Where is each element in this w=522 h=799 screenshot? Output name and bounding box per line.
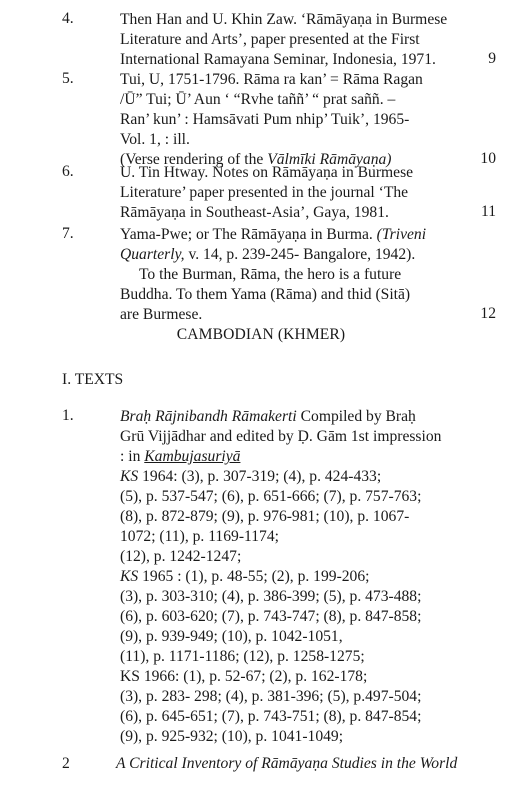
page-reference: 10 bbox=[480, 150, 496, 167]
subsection-heading: I. TEXTS bbox=[62, 371, 124, 388]
entry-number: 5. bbox=[62, 70, 74, 87]
entry-line: (6), p. 645-651; (7), p. 743-751; (8), p. 847-854; bbox=[120, 708, 422, 725]
entry-text: Yama-Pwe; or The Rāmāyaṇa in Burma. bbox=[120, 226, 377, 243]
entry-line: Tui, U, 1751-1796. Rāma ra kan’ = Rāma Ragan bbox=[120, 71, 423, 88]
entry-number: 4. bbox=[62, 10, 74, 27]
entry-text: v. 14, p. 239-245- Bangalore, 1942). bbox=[184, 246, 416, 263]
note-prefix: (Verse rendering of the bbox=[120, 151, 268, 168]
section-heading: CAMBODIAN (KHMER) bbox=[176, 326, 346, 343]
entry-line: International Ramayana Seminar, Indonesia, 1971. bbox=[120, 51, 436, 68]
entry-text: 1964: (3), p. 307-319; (4), p. 424-433; bbox=[138, 468, 382, 485]
entry-text: Compiled by Braḥ bbox=[296, 408, 416, 425]
entry-line: (8), p. 872-879; (9), p. 976-981; (10), p. 1067- bbox=[120, 508, 410, 525]
entry-line: /Ū” Tui; Ū’ Aun ‘ “Rvhe taññ’ “ prat saññ. – bbox=[120, 91, 396, 108]
entry-line: (9), p. 925-932; (10), p. 1041-1049; bbox=[120, 728, 344, 745]
page-reference: 12 bbox=[480, 305, 496, 322]
entry-line: 1072; (11), p. 1169-1174; bbox=[120, 528, 279, 545]
entry-line: (9), p. 939-949; (10), p. 1042-1051, bbox=[120, 628, 343, 645]
entry-line: (3), p. 283- 298; (4), p. 381-396; (5), p.497-504; bbox=[120, 688, 422, 705]
entry-line: Literature and Arts’, paper presented at the First bbox=[120, 31, 420, 48]
entry-number: 1. bbox=[62, 407, 74, 424]
journal-abbrev: KS bbox=[120, 468, 139, 485]
entry-line: (11), p. 1171-1186; (12), p. 1258-1275; bbox=[120, 648, 365, 665]
entry-line: KS 1966: (1), p. 52-67; (2), p. 162-178; bbox=[120, 668, 368, 685]
entry-text: 1965 : (1), p. 48-55; (2), p. 199-206; bbox=[138, 568, 370, 585]
entry-line: (6), p. 603-620; (7), p. 743-747; (8), p. 847-858; bbox=[120, 608, 422, 625]
entry-line: To the Burman, Rāma, the hero is a future bbox=[139, 266, 402, 283]
journal-title: Kambujasuriyā bbox=[144, 448, 241, 465]
footer-running-title: A Critical Inventory of Rāmāyaṇa Studies in the World bbox=[116, 755, 458, 772]
entry-line: Buddha. To them Yama (Rāma) and thid (Sitā) bbox=[120, 286, 411, 303]
page-reference: 11 bbox=[480, 203, 496, 220]
journal-title: (Triveni bbox=[376, 226, 427, 243]
entry-text: : in bbox=[120, 448, 145, 465]
entry-line bbox=[120, 407, 416, 427]
entry-line: (3), p. 303-310; (4), p. 386-399; (5), p. 473-488; bbox=[120, 588, 422, 605]
entry-line: Ran’ kun’ : Hamsāvati Pum nhip’ Tuik’, 1965- bbox=[120, 111, 410, 128]
entry-line bbox=[120, 447, 240, 467]
entry-line: Grū Vijjādhar and edited by Ḍ. Gām 1st impression bbox=[120, 428, 442, 445]
note-title: Vālmīki Rāmāyaṇa) bbox=[267, 151, 392, 168]
entry-line: (5), p. 537-547; (6), p. 651-666; (7), p. 757-763; bbox=[120, 488, 422, 505]
entry-line bbox=[120, 225, 426, 245]
entry-line: Rāmāyaṇa in Southeast-Asia’, Gaya, 1981. bbox=[120, 204, 389, 221]
entry-line bbox=[120, 467, 381, 487]
entry-line: Literature’ paper presented in the journal ‘The bbox=[120, 184, 409, 201]
entry-line: Vol. 1, : ill. bbox=[120, 131, 190, 148]
entry-line bbox=[120, 245, 415, 265]
journal-title: Quarterly, bbox=[120, 246, 185, 263]
entry-line: U. Tin Htway. Notes on Rāmāyaṇa in Burmese bbox=[120, 164, 414, 181]
journal-abbrev: KS bbox=[120, 568, 139, 585]
entry-number: 6. bbox=[62, 163, 74, 180]
page-reference: 9 bbox=[488, 50, 496, 67]
entry-line: Then Han and U. Khin Zaw. ‘Rāmāyaṇa in Burmese bbox=[120, 11, 448, 28]
entry-number: 7. bbox=[62, 225, 74, 242]
entry-line bbox=[120, 567, 369, 587]
work-title: Braḥ Rājnibandh Rāmakerti bbox=[120, 408, 297, 425]
entry-line: are Burmese. bbox=[120, 306, 203, 323]
entry-line: (12), p. 1242-1247; bbox=[120, 548, 242, 565]
footer-page-number: 2 bbox=[62, 755, 70, 772]
